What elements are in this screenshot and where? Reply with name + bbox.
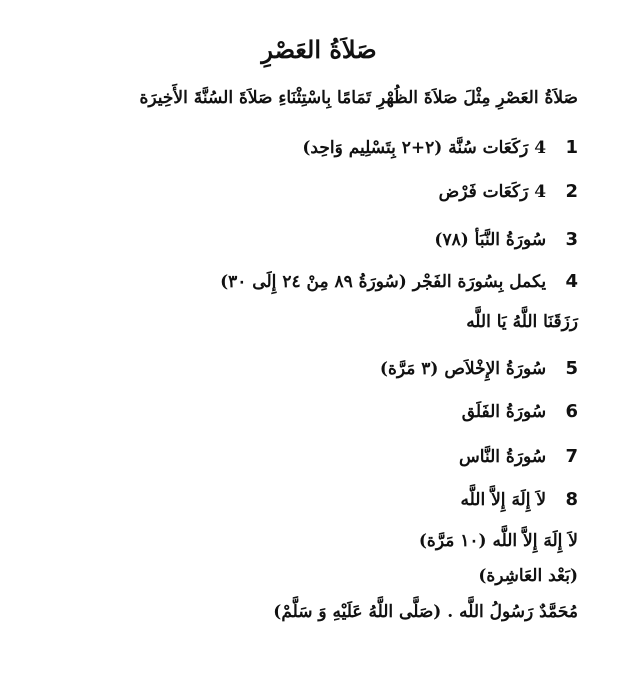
list-item-number: 8	[565, 489, 578, 510]
list-item-8-continuation-1: لاَ إِلَهَ إِلاَّ اللَّه (١٠ مَرَّة)	[418, 531, 578, 551]
list-item-text: لاَ إِلَهَ إِلاَّ اللَّه	[460, 490, 547, 510]
list-item-7	[459, 443, 578, 471]
list-item-2	[439, 178, 578, 206]
list-item-text: سُورَةُ الإِخْلاَص (٣ مَرَّة)	[379, 359, 547, 379]
list-item-number: 7	[565, 446, 578, 467]
list-item-3	[434, 226, 578, 254]
list-item-8	[461, 486, 578, 514]
list-item-5	[380, 355, 578, 383]
list-item-8-continuation-2: (بَعْد العَاشِرة)	[478, 566, 578, 586]
list-item-number: 6	[565, 401, 578, 422]
list-item-number: 2	[565, 181, 578, 202]
list-item-6	[462, 398, 578, 426]
page-subtitle: صَلاَةُ العَصْرِ مِثْلَ صَلاَةَ الظُهْرِ تَمَامًا بِاسْتِثْنَاءِ صَلاَةَ السُنَّةَ الأَخِيرَة	[139, 88, 578, 108]
list-item-number: 4	[565, 271, 578, 292]
list-item-text: يكمل بِسُورَة الفَجْر (سُورَةُ ٨٩ مِنْ ٢٤ إِلَى ٣٠)	[220, 272, 547, 292]
list-item-4-continuation: رَزَقَنَا اللَّهُ يَا اللَّه	[466, 312, 578, 332]
list-item-text: 4 رَكَعَات سُنَّة (٢+٢ بِتَسْلِيم وَاحِد)	[302, 138, 547, 158]
list-item-number: 3	[565, 229, 578, 250]
list-item-8-continuation-3: مُحَمَّدٌ رَسُولُ اللَّه . (صَلَّى اللَّهُ عَلَيْهِ وَ سَلَّمْ)	[273, 602, 578, 622]
list-item-4	[220, 268, 578, 296]
list-item-text: سُورَةُ الفَلَق	[461, 402, 547, 422]
list-item-number: 1	[565, 137, 578, 158]
list-item-text: 4 رَكَعَات فَرْض	[438, 182, 547, 202]
page-title: صَلاَةُ العَصْرِ	[261, 35, 377, 64]
list-item-text: سُورَةُ النَّبَأ (٧٨)	[434, 230, 547, 250]
list-item-text: سُورَةُ النَّاس	[459, 447, 547, 467]
list-item-number: 5	[565, 358, 578, 379]
list-item-1	[302, 134, 578, 162]
